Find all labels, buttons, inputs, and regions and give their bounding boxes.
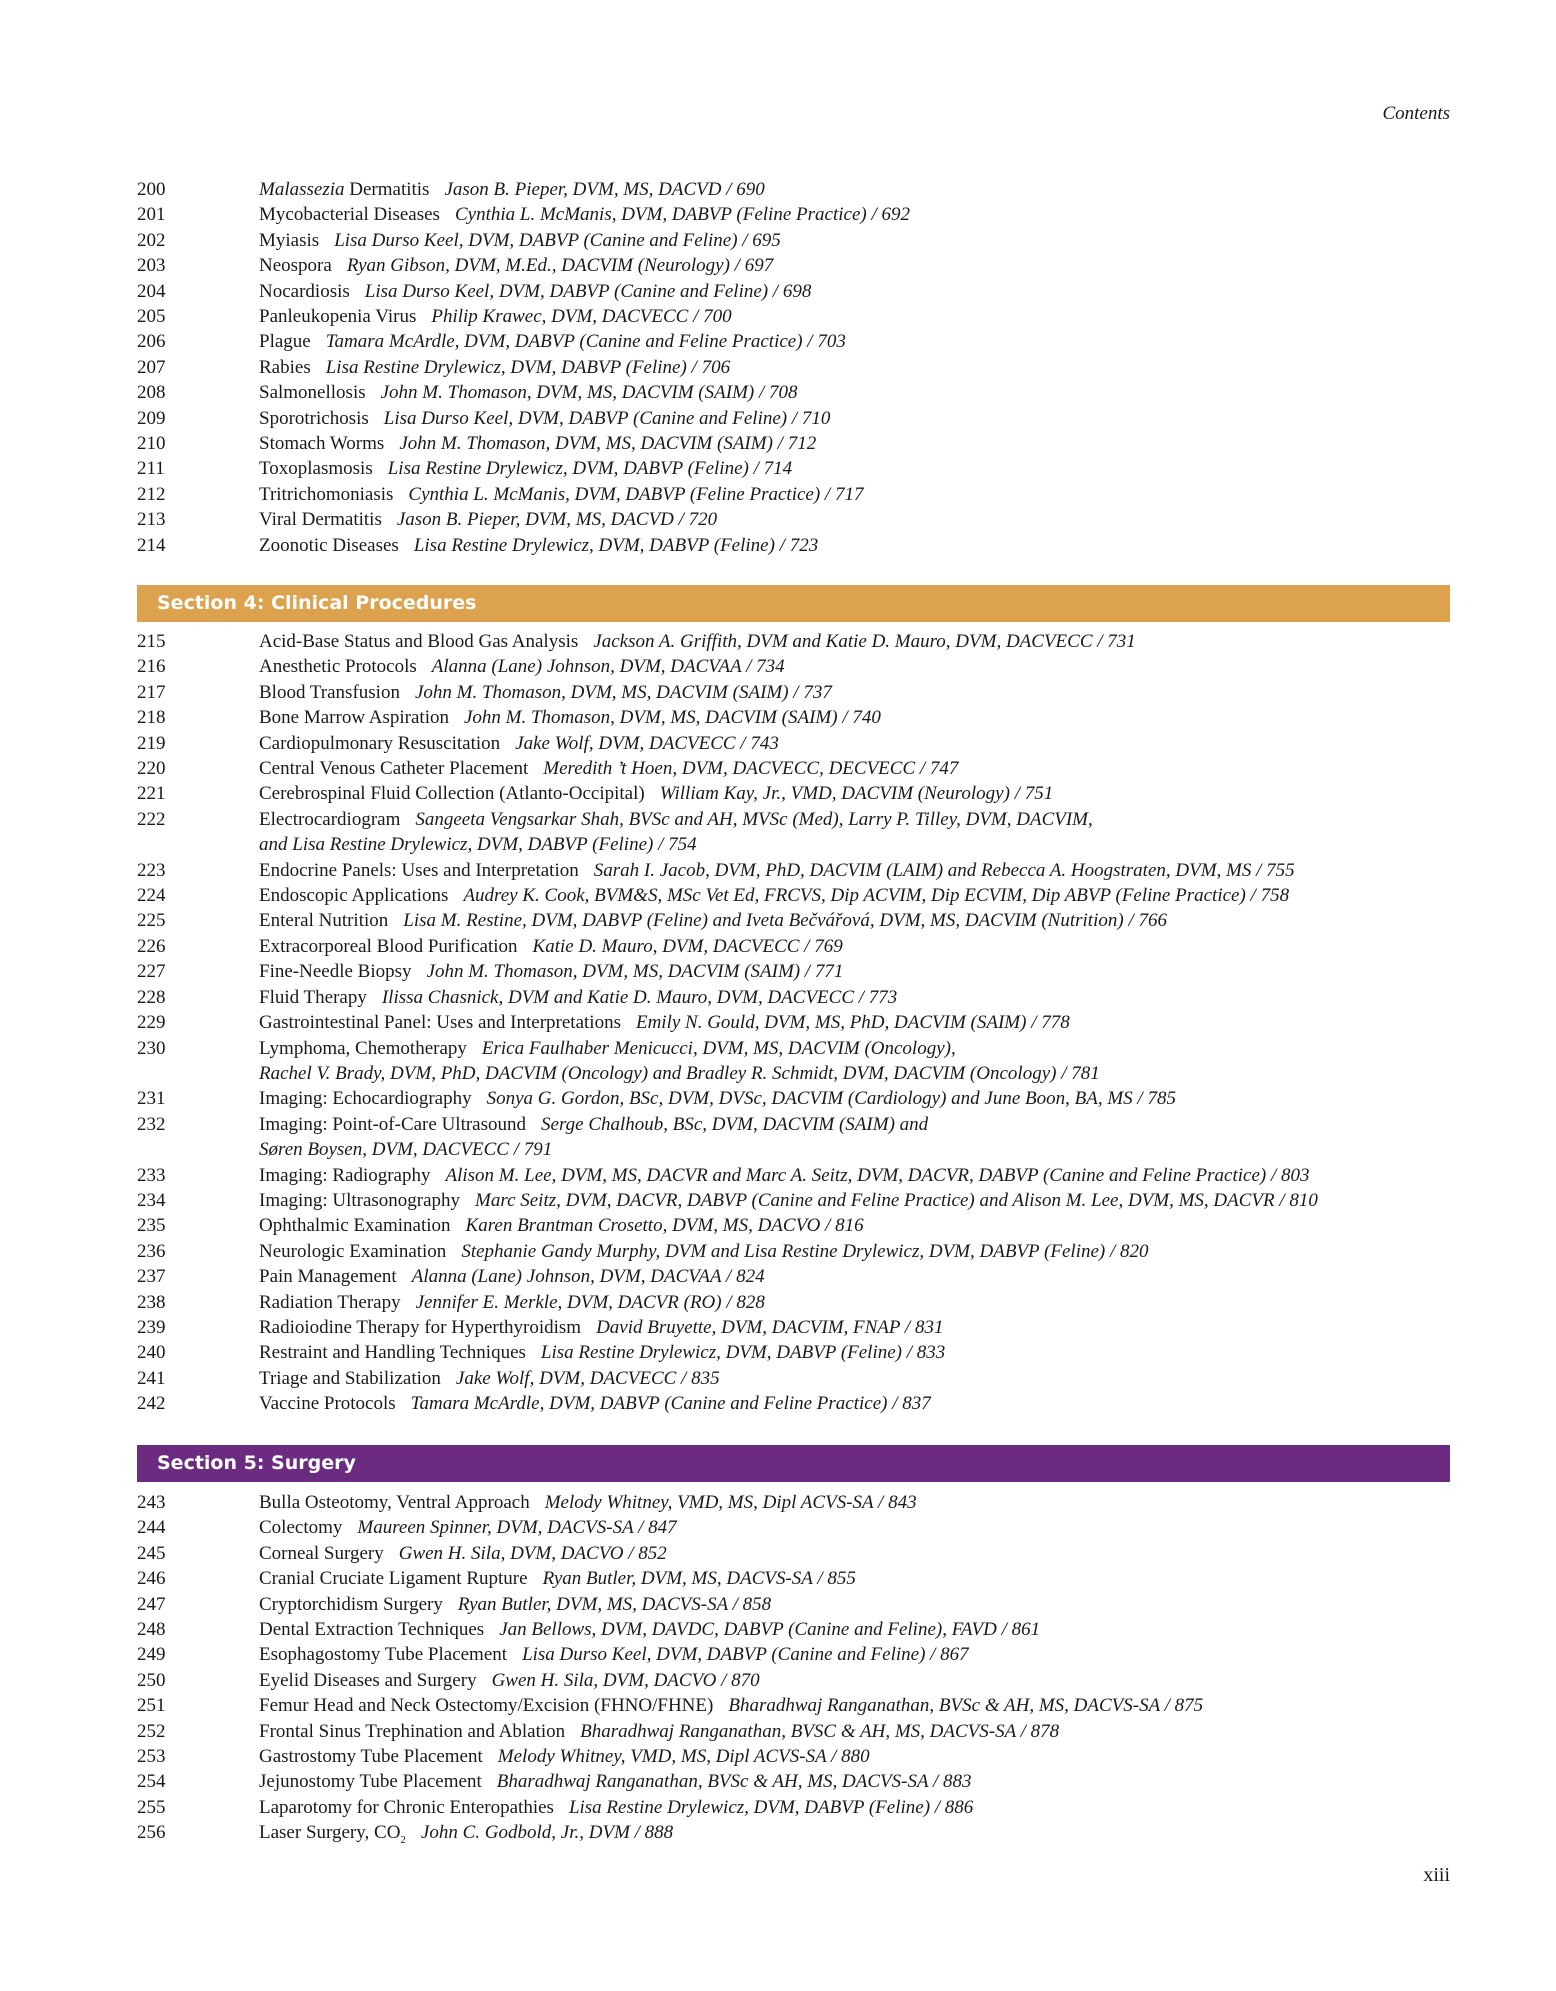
entry-number: 207	[137, 356, 166, 378]
section-4-heading: Section 4: Clinical Procedures	[137, 585, 1450, 622]
entry-authors: Ryan Butler, DVM, MS, DACVS-SA / 855	[542, 1568, 856, 1590]
entry-title: Vaccine Protocols	[259, 1393, 396, 1415]
entry-authors: Lisa Restine Drylewicz, DVM, DABVP (Feline) / 723	[413, 534, 819, 556]
entry-title: Imaging: Ultrasonography	[259, 1189, 461, 1211]
entry-number: 243	[137, 1492, 166, 1513]
entry-title: Esophagostomy Tube Placement	[259, 1644, 508, 1666]
entry-body	[259, 177, 1450, 202]
entry-number: 216	[137, 656, 166, 678]
entry-title: Neurologic Examination	[259, 1240, 447, 1262]
toc-entry	[137, 1515, 1450, 1540]
toc-entry	[137, 355, 1450, 380]
entry-title: Eyelid Diseases and Surgery	[259, 1669, 477, 1691]
entry-number: 217	[137, 681, 166, 703]
entry-body	[259, 456, 1450, 481]
toc-entry	[137, 406, 1450, 431]
entry-title: Nocardiosis	[259, 280, 350, 302]
entry-authors: Erica Faulhaber Menicucci, DVM, MS, DACVIM (Oncology),	[481, 1037, 956, 1059]
entry-body	[259, 431, 1450, 456]
entry-number: 210	[137, 433, 166, 455]
toc-entry	[137, 1315, 1450, 1340]
entry-number: 213	[137, 509, 166, 531]
toc-entry	[137, 1490, 1450, 1515]
toc-entry	[137, 858, 1450, 883]
entry-number: 209	[137, 407, 166, 429]
entry-authors: Lisa Restine Drylewicz, DVM, DABVP (Feline) / 833	[540, 1342, 946, 1364]
toc-entry	[137, 329, 1450, 354]
entry-authors: Jake Wolf, DVM, DACVECC / 835	[455, 1367, 720, 1389]
entry-body	[259, 533, 1450, 558]
toc-entry	[137, 202, 1450, 227]
toc-entry	[137, 654, 1450, 679]
entry-title: Ophthalmic Examination	[259, 1215, 451, 1237]
entry-authors: Jennifer E. Merkle, DVM, DACVR (RO) / 828	[415, 1291, 765, 1313]
entry-title: Frontal Sinus Trephination and Ablation	[259, 1720, 566, 1742]
entry-title: Gastrostomy Tube Placement	[259, 1746, 483, 1768]
entry-authors: Ilissa Chasnick, DVM and Katie D. Mauro, DVM, DACVECC / 773	[381, 986, 898, 1008]
entry-body	[259, 1036, 1450, 1087]
entry-number: 227	[137, 961, 166, 983]
entry-title: Electrocardiogram	[259, 808, 401, 830]
entry-title: Imaging: Radiography	[259, 1164, 431, 1186]
entry-number: 240	[137, 1342, 166, 1364]
toc-entry	[137, 1795, 1450, 1820]
entry-title: Triage and Stabilization	[259, 1367, 441, 1389]
entry-number: 256	[137, 1822, 166, 1844]
toc-entry	[137, 456, 1450, 481]
entry-title: Radiation Therapy	[259, 1291, 401, 1313]
toc-entry	[137, 533, 1450, 558]
toc-entry	[137, 731, 1450, 756]
section-5-heading: Section 5: Surgery	[137, 1445, 1450, 1482]
entry-number: 211	[137, 458, 165, 480]
entry-body	[259, 959, 1450, 984]
entry-authors: Cynthia L. McManis, DVM, DABVP (Feline Practice) / 717	[408, 483, 864, 505]
entry-body	[259, 1290, 1450, 1315]
entry-title: Mycobacterial Diseases	[259, 204, 440, 226]
toc-entry	[137, 934, 1450, 959]
entry-authors: Bharadhwaj Ranganathan, BVSc & AH, MS, DACVS-SA / 883	[496, 1771, 972, 1793]
entry-title: Toxoplasmosis	[259, 458, 373, 480]
toc-entry	[137, 756, 1450, 781]
entry-body	[259, 934, 1450, 959]
entry-title: Lymphoma, Chemotherapy	[259, 1037, 467, 1059]
entry-title: Cardiopulmonary Resuscitation	[259, 732, 501, 754]
entry-authors: Ryan Butler, DVM, MS, DACVS-SA / 858	[457, 1593, 772, 1615]
entry-title: Imaging: Point-of-Care Ultrasound	[259, 1113, 527, 1135]
entry-number: 241	[137, 1367, 166, 1389]
entry-number: 244	[137, 1517, 166, 1539]
entry-authors: Stephanie Gandy Murphy, DVM and Lisa Restine Drylewicz, DVM, DABVP (Feline) / 820	[461, 1240, 1149, 1262]
entry-number: 201	[137, 204, 166, 226]
toc-group-infectious	[137, 177, 1450, 558]
toc-entry	[137, 1617, 1450, 1642]
entry-authors: Emily N. Gould, DVM, MS, PhD, DACVIM (SAIM) / 778	[635, 1012, 1070, 1034]
entry-authors: Alanna (Lane) Johnson, DVM, DACVAA / 824	[411, 1266, 765, 1288]
entry-authors: Lisa Durso Keel, DVM, DABVP (Canine and Feline) / 698	[364, 280, 812, 302]
entry-authors: John M. Thomason, DVM, MS, DACVIM (SAIM) / 771	[426, 961, 844, 983]
entry-body	[259, 1086, 1450, 1111]
toc-entry	[137, 279, 1450, 304]
entry-body	[259, 279, 1450, 304]
toc-entry	[137, 482, 1450, 507]
entry-authors: Lisa Restine Drylewicz, DVM, DABVP (Feline) / 714	[387, 458, 793, 480]
entry-title: Gastrointestinal Panel: Uses and Interpretations	[259, 1012, 621, 1034]
entry-authors: Maureen Spinner, DVM, DACVS-SA / 847	[357, 1517, 677, 1539]
toc-entry	[137, 1112, 1450, 1163]
entry-number: 206	[137, 331, 166, 353]
entry-authors: Alanna (Lane) Johnson, DVM, DACVAA / 734	[431, 656, 785, 678]
entry-body	[259, 1592, 1450, 1617]
toc-entry	[137, 1086, 1450, 1111]
entry-title: Viral Dermatitis	[259, 509, 382, 531]
entry-authors: David Bruyette, DVM, DACVIM, FNAP / 831	[596, 1316, 944, 1338]
entry-body	[259, 1566, 1450, 1591]
entry-body	[259, 1391, 1450, 1416]
entry-authors: Jan Bellows, DVM, DAVDC, DABVP (Canine and Feline), FAVD / 861	[499, 1619, 1041, 1641]
entry-title: Dental Extraction Techniques	[259, 1619, 485, 1641]
entry-authors: Philip Krawec, DVM, DACVECC / 700	[431, 306, 732, 328]
entry-number: 221	[137, 783, 166, 805]
entry-body	[259, 807, 1450, 858]
entry-number: 205	[137, 306, 166, 328]
entry-title: Restraint and Handling Techniques	[259, 1342, 526, 1364]
toc-entry	[137, 807, 1450, 858]
toc-entry	[137, 228, 1450, 253]
entry-number: 252	[137, 1720, 166, 1742]
entry-title: Blood Transfusion	[259, 681, 400, 703]
entry-number: 212	[137, 483, 166, 505]
entry-body	[259, 1769, 1450, 1794]
entry-body	[259, 1213, 1450, 1238]
entry-title: Jejunostomy Tube Placement	[259, 1771, 482, 1793]
entry-number: 229	[137, 1012, 166, 1034]
entry-number: 204	[137, 280, 166, 302]
entry-number: 247	[137, 1593, 166, 1615]
entry-authors: Bharadhwaj Ranganathan, BVSc & AH, MS, DACVS-SA / 875	[728, 1695, 1204, 1717]
entry-body	[259, 908, 1450, 933]
entry-number: 223	[137, 859, 166, 881]
entry-authors-continued: Rachel V. Brady, DVM, PhD, DACVIM (Oncology) and Bradley R. Schmidt, DVM, DACVIM (Oncology) / 781	[259, 1062, 1100, 1084]
entry-title: Cerebrospinal Fluid Collection (Atlanto-Occipital)	[259, 783, 645, 805]
entry-authors: Sangeeta Vengsarkar Shah, BVSc and AH, MVSc (Med), Larry P. Tilley, DVM, DACVIM,	[415, 808, 1093, 830]
entry-body	[259, 406, 1450, 431]
entry-authors: Cynthia L. McManis, DVM, DABVP (Feline Practice) / 692	[454, 204, 910, 226]
entry-body	[259, 654, 1450, 679]
entry-title: Pain Management	[259, 1266, 397, 1288]
entry-authors: Jackson A. Griffith, DVM and Katie D. Mauro, DVM, DACVECC / 731	[593, 631, 1136, 652]
entry-authors: Karen Brantman Crosetto, DVM, MS, DACVO / 816	[465, 1215, 864, 1237]
toc-entry	[137, 1592, 1450, 1617]
entry-body	[259, 1515, 1450, 1540]
toc-entry	[137, 177, 1450, 202]
entry-body	[259, 1315, 1450, 1340]
entry-body	[259, 1163, 1450, 1188]
entry-authors: William Kay, Jr., VMD, DACVIM (Neurology) / 751	[659, 783, 1054, 805]
entry-body	[259, 1617, 1450, 1642]
toc-entry	[137, 1744, 1450, 1769]
toc-entry	[137, 380, 1450, 405]
toc-entry	[137, 507, 1450, 532]
entry-authors: Lisa Durso Keel, DVM, DABVP (Canine and Feline) / 710	[383, 407, 831, 429]
entry-body	[259, 756, 1450, 781]
entry-number: 254	[137, 1771, 166, 1793]
entry-title: Laser Surgery, CO	[259, 1822, 401, 1844]
entry-authors: Lisa Durso Keel, DVM, DABVP (Canine and Feline) / 695	[334, 229, 781, 251]
entry-title: Plague	[259, 331, 311, 353]
entry-title: Cryptorchidism Surgery	[259, 1593, 443, 1615]
entry-number: 200	[137, 179, 166, 200]
toc-entry	[137, 1213, 1450, 1238]
entry-number: 249	[137, 1644, 166, 1666]
entry-number: 220	[137, 758, 166, 780]
toc-entry	[137, 1290, 1450, 1315]
entry-body	[259, 705, 1450, 730]
entry-body	[259, 1010, 1450, 1035]
entry-authors: John C. Godbold, Jr., DVM / 888	[420, 1822, 674, 1844]
entry-body	[259, 1490, 1450, 1515]
toc-entry	[137, 431, 1450, 456]
entry-title: Sporotrichosis	[259, 407, 369, 429]
entry-title: Endocrine Panels: Uses and Interpretation	[259, 859, 579, 881]
page-number: xiii	[1423, 1864, 1450, 1886]
entry-number: 225	[137, 910, 166, 932]
entry-number: 253	[137, 1746, 166, 1768]
entry-authors: Katie D. Mauro, DVM, DACVECC / 769	[532, 935, 843, 957]
entry-title: Bulla Osteotomy, Ventral Approach	[259, 1492, 530, 1513]
entry-authors: John M. Thomason, DVM, MS, DACVIM (SAIM) / 708	[380, 382, 798, 404]
entry-body	[259, 380, 1450, 405]
toc-entry	[137, 883, 1450, 908]
entry-body	[259, 1112, 1450, 1163]
toc-entry	[137, 1668, 1450, 1693]
entry-authors-continued: Søren Boysen, DVM, DACVECC / 791	[259, 1139, 553, 1161]
entry-body	[259, 629, 1450, 654]
entry-title: Corneal Surgery	[259, 1542, 384, 1564]
entry-title: Tritrichomoniasis	[259, 483, 394, 505]
toc-entry	[137, 908, 1450, 933]
entry-authors: Lisa M. Restine, DVM, DABVP (Feline) and Iveta Bečvářová, DVM, MS, DACVIM (Nutrition) / 766	[403, 910, 1167, 932]
entry-number: 226	[137, 935, 166, 957]
entry-number: 234	[137, 1189, 166, 1211]
entry-body	[259, 1188, 1450, 1213]
toc-entry	[137, 1188, 1450, 1213]
entry-title: Salmonellosis	[259, 382, 366, 404]
entry-title: Imaging: Echocardiography	[259, 1088, 472, 1110]
entry-body	[259, 680, 1450, 705]
entry-authors: Tamara McArdle, DVM, DABVP (Canine and Feline Practice) / 703	[325, 331, 846, 353]
entry-title: Anesthetic Protocols	[259, 656, 417, 678]
entry-title: Colectomy	[259, 1517, 343, 1539]
entry-number: 239	[137, 1316, 166, 1338]
entry-title: Fine-Needle Biopsy	[259, 961, 412, 983]
entry-title: Acid-Base Status and Blood Gas Analysis	[259, 631, 579, 652]
entry-title-subscript: 2	[400, 1834, 406, 1847]
toc-entry	[137, 1642, 1450, 1667]
entry-authors: Melody Whitney, VMD, MS, Dipl ACVS-SA / 843	[544, 1492, 917, 1513]
entry-title: Femur Head and Neck Ostectomy/Excision (FHNO/FHNE)	[259, 1695, 714, 1717]
entry-authors-continued: and Lisa Restine Drylewicz, DVM, DABVP (Feline) / 754	[259, 834, 697, 856]
toc-entry	[137, 1264, 1450, 1289]
entry-title: Bone Marrow Aspiration	[259, 707, 449, 729]
entry-body	[259, 1340, 1450, 1365]
entry-title: Neospora	[259, 255, 332, 277]
toc-entry	[137, 1391, 1450, 1416]
toc-entry	[137, 1239, 1450, 1264]
entry-number: 245	[137, 1542, 166, 1564]
entry-title: Radioiodine Therapy for Hyperthyroidism	[259, 1316, 582, 1338]
entry-title: Dermatitis	[344, 179, 430, 200]
toc-section-5-list	[137, 1490, 1450, 1853]
entry-number: 233	[137, 1164, 166, 1186]
entry-authors: Serge Chalhoub, BSc, DVM, DACVIM (SAIM) and	[541, 1113, 929, 1135]
entry-body	[259, 482, 1450, 507]
toc-entry	[137, 1693, 1450, 1718]
entry-body	[259, 1366, 1450, 1391]
toc-entry	[137, 705, 1450, 730]
entry-title: Cranial Cruciate Ligament Rupture	[259, 1568, 528, 1590]
entry-number: 222	[137, 808, 166, 830]
entry-body	[259, 781, 1450, 806]
entry-authors: Marc Seitz, DVM, DACVR, DABVP (Canine and Feline Practice) and Alison M. Lee, DVM, MS, DACVR / 810	[475, 1189, 1318, 1211]
toc-section-4-list	[137, 629, 1450, 1417]
toc-entry	[137, 1036, 1450, 1087]
toc-entry	[137, 1366, 1450, 1391]
toc-entry	[137, 1010, 1450, 1035]
entry-number: 255	[137, 1796, 166, 1818]
entry-number: 238	[137, 1291, 166, 1313]
entry-title: Panleukopenia Virus	[259, 306, 417, 328]
toc-entry	[137, 253, 1450, 278]
entry-number: 219	[137, 732, 166, 754]
entry-authors: Melody Whitney, VMD, MS, Dipl ACVS-SA / 880	[497, 1746, 870, 1768]
toc-entry	[137, 1163, 1450, 1188]
entry-body	[259, 1719, 1450, 1744]
toc-entry	[137, 304, 1450, 329]
entry-number: 214	[137, 534, 166, 556]
entry-body	[259, 1820, 1450, 1853]
toc-entry	[137, 680, 1450, 705]
entry-number: 228	[137, 986, 166, 1008]
entry-authors: Sonya G. Gordon, BSc, DVM, DVSc, DACVIM (Cardiology) and June Boon, BA, MS / 785	[486, 1088, 1176, 1110]
entry-number: 235	[137, 1215, 166, 1237]
entry-authors: Jason B. Pieper, DVM, MS, DACVD / 690	[444, 179, 765, 200]
entry-authors: Jason B. Pieper, DVM, MS, DACVD / 720	[396, 509, 718, 531]
entry-authors: Gwen H. Sila, DVM, DACVO / 870	[491, 1669, 760, 1691]
entry-body	[259, 1239, 1450, 1264]
toc-entry	[137, 985, 1450, 1010]
entry-authors: John M. Thomason, DVM, MS, DACVIM (SAIM) / 737	[414, 681, 832, 703]
entry-body	[259, 1693, 1450, 1718]
entry-body	[259, 731, 1450, 756]
entry-body	[259, 1541, 1450, 1566]
toc-entry	[137, 629, 1450, 654]
entry-authors: John M. Thomason, DVM, MS, DACVIM (SAIM) / 712	[399, 433, 817, 455]
entry-body	[259, 507, 1450, 532]
toc-entry	[137, 1566, 1450, 1591]
entry-authors: Lisa Restine Drylewicz, DVM, DABVP (Feline) / 886	[568, 1796, 974, 1818]
entry-title: Extracorporeal Blood Purification	[259, 935, 518, 957]
entry-title: Central Venous Catheter Placement	[259, 758, 529, 780]
running-head: Contents	[1382, 103, 1450, 124]
entry-number: 250	[137, 1669, 166, 1691]
entry-number: 237	[137, 1266, 166, 1288]
entry-body	[259, 985, 1450, 1010]
entry-authors: Alison M. Lee, DVM, MS, DACVR and Marc A. Seitz, DVM, DACVR, DABVP (Canine and Feline Practice) / 803	[445, 1164, 1310, 1186]
entry-authors: Audrey K. Cook, BVM&S, MSc Vet Ed, FRCVS, Dip ACVIM, Dip ECVIM, Dip ABVP (Feline Practice) / 758	[463, 885, 1290, 907]
toc-entry	[137, 1820, 1450, 1853]
entry-title: Stomach Worms	[259, 433, 385, 455]
entry-number: 248	[137, 1619, 166, 1641]
entry-title: Zoonotic Diseases	[259, 534, 399, 556]
entry-body	[259, 329, 1450, 354]
toc-entry	[137, 781, 1450, 806]
entry-authors: Gwen H. Sila, DVM, DACVO / 852	[398, 1542, 667, 1564]
entry-authors: Jake Wolf, DVM, DACVECC / 743	[515, 732, 779, 754]
entry-title-italic: Malassezia	[259, 179, 345, 200]
entry-body	[259, 253, 1450, 278]
entry-authors: Bharadhwaj Ranganathan, BVSC & AH, MS, DACVS-SA / 878	[580, 1720, 1060, 1742]
toc-entry	[137, 959, 1450, 984]
entry-title: Laparotomy for Chronic Enteropathies	[259, 1796, 554, 1818]
entry-title: Endoscopic Applications	[259, 885, 449, 907]
entry-body	[259, 1642, 1450, 1667]
entry-body	[259, 228, 1450, 253]
entry-number: 218	[137, 707, 166, 729]
toc-entry	[137, 1541, 1450, 1566]
entry-number: 231	[137, 1088, 166, 1110]
entry-body	[259, 202, 1450, 227]
entry-number: 236	[137, 1240, 166, 1262]
entry-body	[259, 304, 1450, 329]
entry-title: Myiasis	[259, 229, 320, 251]
entry-body	[259, 883, 1450, 908]
entry-number: 203	[137, 255, 166, 277]
entry-number: 251	[137, 1695, 166, 1717]
entry-number: 230	[137, 1037, 166, 1059]
entry-body	[259, 1264, 1450, 1289]
entry-number: 224	[137, 885, 166, 907]
entry-number: 232	[137, 1113, 166, 1135]
entry-authors: Ryan Gibson, DVM, M.Ed., DACVIM (Neurology) / 697	[346, 255, 774, 277]
entry-number: 215	[137, 631, 166, 652]
entry-authors: Lisa Durso Keel, DVM, DABVP (Canine and Feline) / 867	[522, 1644, 969, 1666]
entry-authors: John M. Thomason, DVM, MS, DACVIM (SAIM) / 740	[463, 707, 881, 729]
entry-title: Enteral Nutrition	[259, 910, 389, 932]
toc-entry	[137, 1340, 1450, 1365]
entry-body	[259, 858, 1450, 883]
entry-authors: Sarah I. Jacob, DVM, PhD, DACVIM (LAIM) and Rebecca A. Hoogstraten, DVM, MS / 755	[593, 859, 1295, 881]
entry-number: 202	[137, 229, 166, 251]
entry-title: Fluid Therapy	[259, 986, 367, 1008]
entry-body	[259, 1795, 1450, 1820]
entry-number: 246	[137, 1568, 166, 1590]
entry-authors: Tamara McArdle, DVM, DABVP (Canine and Feline Practice) / 837	[410, 1393, 931, 1415]
entry-body	[259, 1744, 1450, 1769]
entry-body	[259, 1668, 1450, 1693]
entry-number: 208	[137, 382, 166, 404]
entry-number: 242	[137, 1393, 166, 1415]
entry-title: Rabies	[259, 356, 311, 378]
entry-authors: Lisa Restine Drylewicz, DVM, DABVP (Feline) / 706	[325, 356, 731, 378]
entry-body	[259, 355, 1450, 380]
toc-entry	[137, 1769, 1450, 1794]
toc-entry	[137, 1719, 1450, 1744]
entry-authors: Meredith ’t Hoen, DVM, DACVECC, DECVECC / 747	[543, 758, 959, 780]
